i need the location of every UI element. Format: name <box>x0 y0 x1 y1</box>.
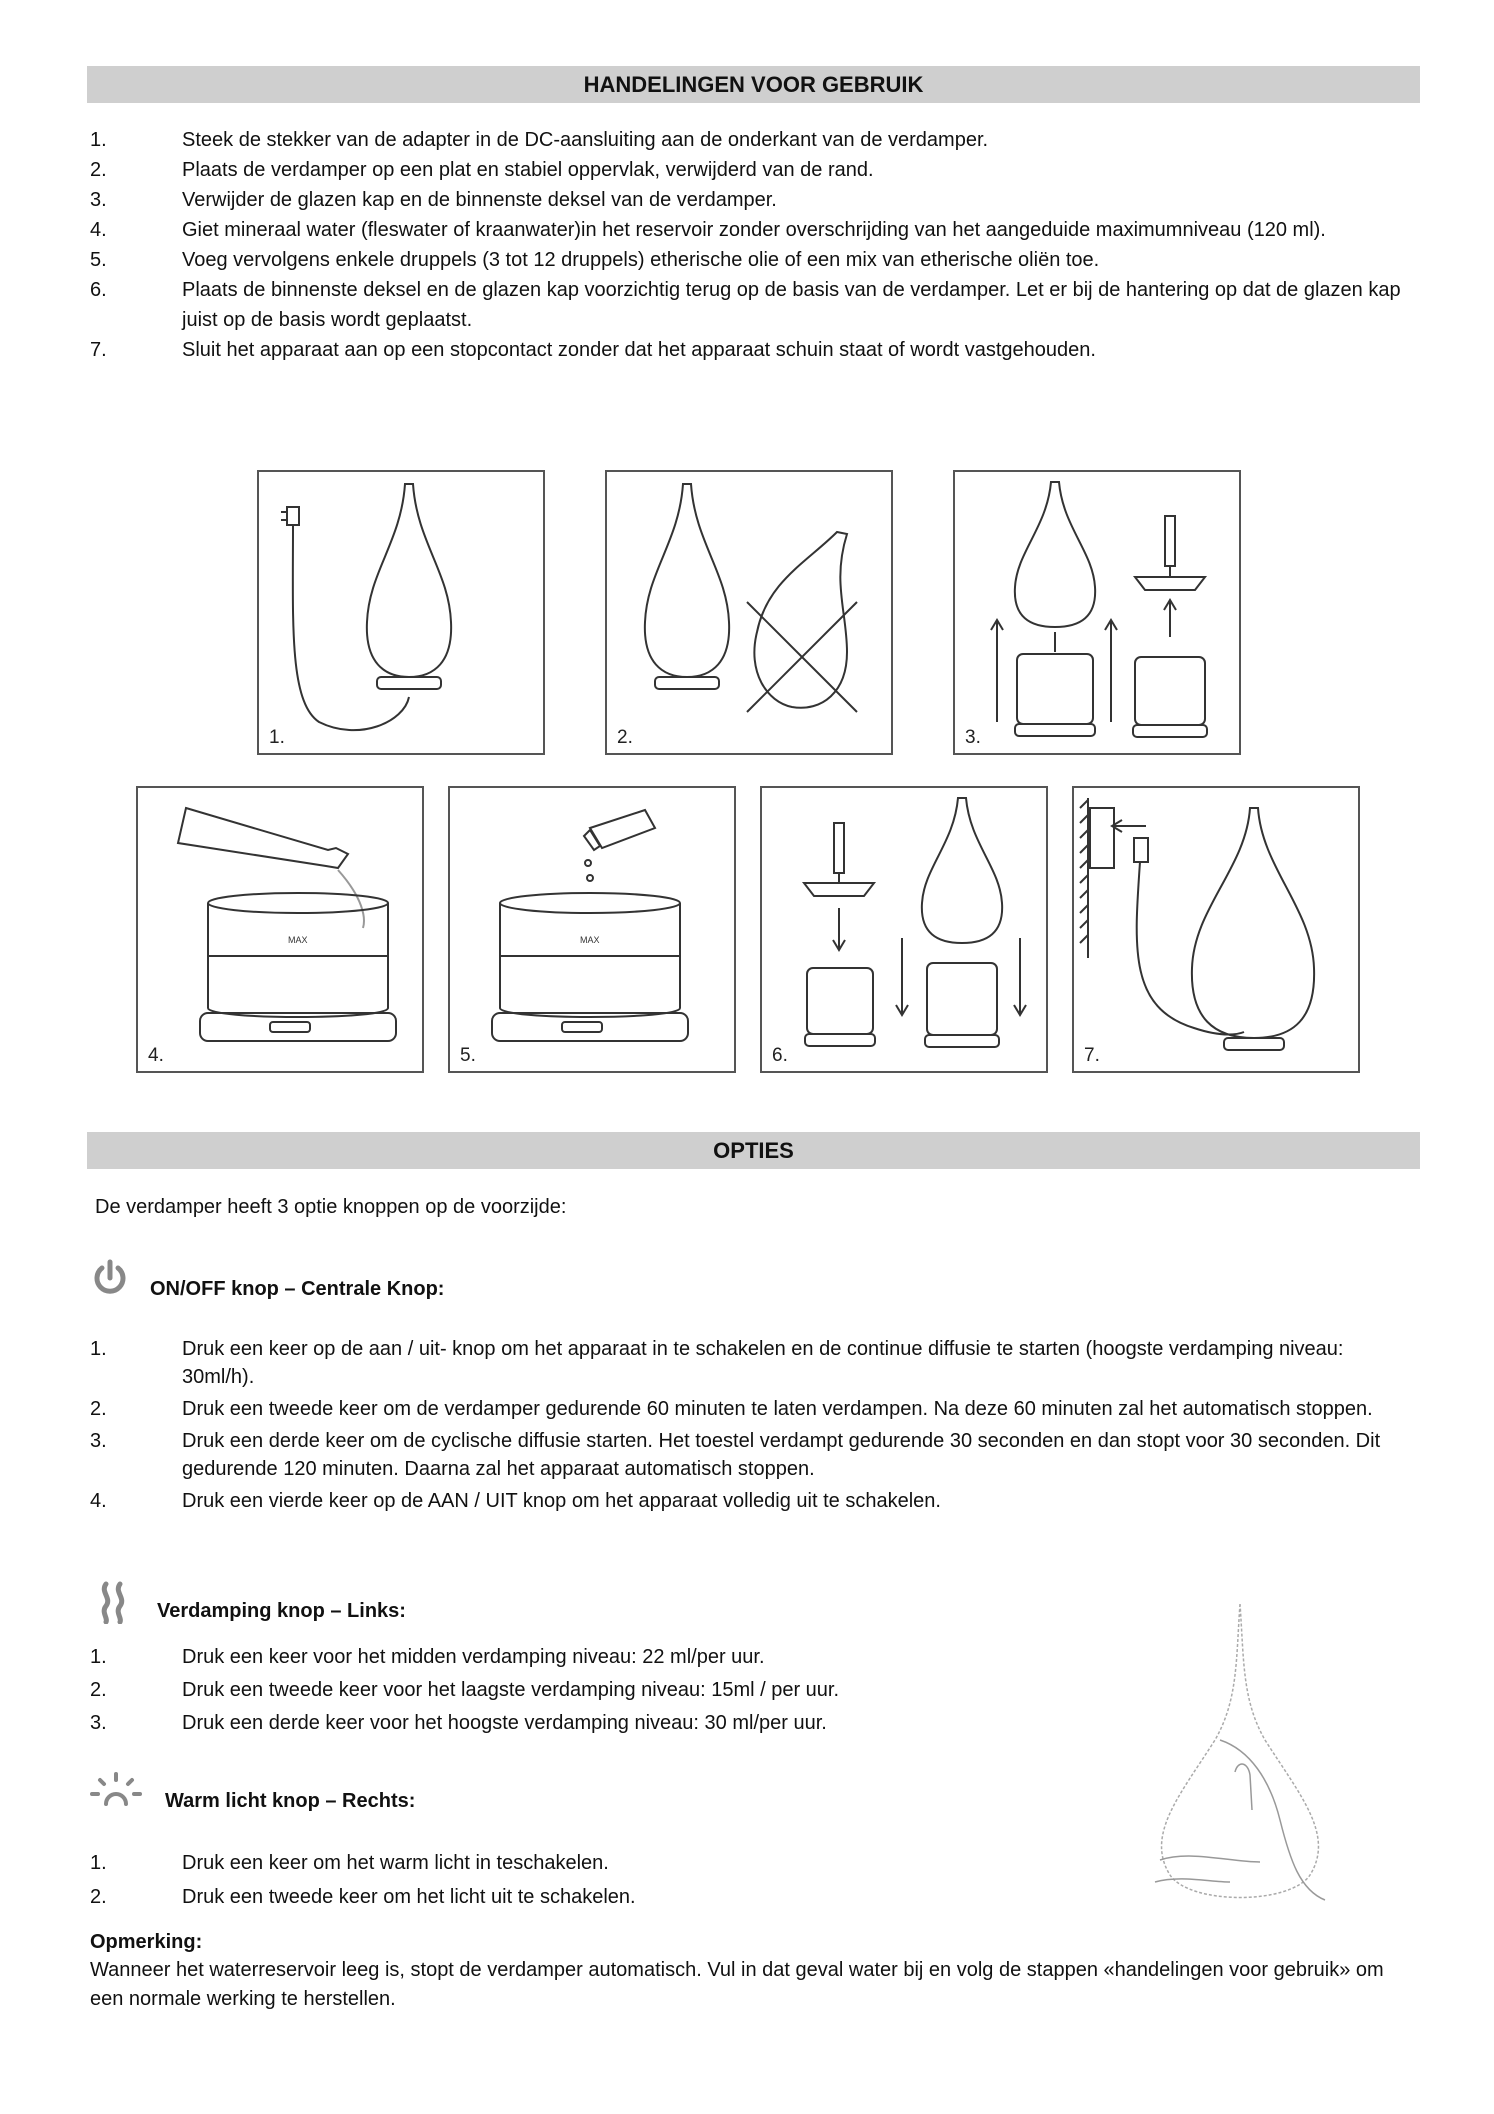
note-heading: Opmerking: <box>90 1931 203 1953</box>
max-label: MAX <box>288 935 308 945</box>
figure-step-2 <box>605 470 893 755</box>
list-item: 2. Druk een tweede keer om het licht uit te schakelen. <box>90 1886 636 1908</box>
power-icon <box>90 1258 130 1298</box>
list-item: 7. Sluit het apparaat aan op een stopcontact zonder dat het apparaat schuin staat of wordt vastgehouden. <box>90 339 1096 361</box>
list-item: 3. Druk een derde keer om de cyclische diffusie starten. Het toestel verdampt gedurende 30 seconden en dan stopt voor 30 seconden. Dit gedurende 120 minuten. Daarna zal het apparaat automatisch stoppen. <box>90 1430 1381 1480</box>
note-text: Wanneer het waterreservoir leeg is, stopt de verdamper automatisch. Vul in dat geval water bij en volg de stappen «handelingen voor gebruik» om een normale werking te herstellen. <box>90 1959 1384 2010</box>
remove-cover-illustration <box>955 472 1241 755</box>
figure-label: 6. <box>772 1045 788 1066</box>
figure-step-6 <box>760 786 1048 1073</box>
figure-step-3 <box>953 470 1241 755</box>
figure-label: 3. <box>965 727 981 748</box>
wall-socket-illustration <box>1074 788 1360 1073</box>
figure-step-5 <box>448 786 736 1073</box>
diffuser-plug-illustration <box>259 472 545 755</box>
replace-cover-illustration <box>762 788 1048 1073</box>
figure-label: 5. <box>460 1045 476 1066</box>
figure-step-1 <box>257 470 545 755</box>
figure-label: 7. <box>1084 1045 1100 1066</box>
list-item: 2. Druk een tweede keer om de verdamper gedurende 60 minuten te laten verdampen. Na deze 60 minuten zal het automatisch stoppen. <box>90 1398 1373 1420</box>
list-item: 1. Druk een keer op de aan / uit- knop om het apparaat in te schakelen en de continue diffusie te starten (hoogste verdamping niveau: 30ml/h). <box>90 1338 1344 1388</box>
figure-step-4 <box>136 786 424 1073</box>
list-item: 2. Druk een tweede keer voor het laagste verdamping niveau: 15ml / per uur. <box>90 1679 840 1701</box>
mist-icon <box>98 1580 138 1624</box>
light-heading: Warm licht knop – Rechts: <box>165 1790 416 1812</box>
figure-label: 2. <box>617 727 633 748</box>
list-item: 4. Druk een vierde keer op de AAN / UIT knop om het apparaat volledig uit te schakelen. <box>90 1490 941 1512</box>
list-item: 2. Plaats de verdamper op een plat en stabiel oppervlak, verwijderd van de rand. <box>90 159 874 181</box>
onoff-steps-list <box>90 1335 1420 1515</box>
list-item: 1. Druk een keer om het warm licht in teschakelen. <box>90 1852 609 1874</box>
light-icon <box>90 1770 142 1810</box>
list-item: 1. Steek de stekker van de adapter in de DC-aansluiting aan de onderkant van de verdamper. <box>90 129 989 151</box>
options-intro: De verdamper heeft 3 optie knoppen op de voorzijde: <box>95 1196 567 1218</box>
figure-label: 4. <box>148 1045 164 1066</box>
list-item: 4. Giet mineraal water (fleswater of kraanwater)in het reservoir zonder overschrijding van het aangeduide maximumniveau (120 ml). <box>90 219 1326 241</box>
onoff-heading: ON/OFF knop – Centrale Knop: <box>150 1278 445 1300</box>
list-item: 6. Plaats de binnenste deksel en de glazen kap voorzichtig terug op de basis van de verdamper. Let er bij de hantering op dat de glazen kap juist op de basis wordt geplaatst. <box>90 279 1401 331</box>
add-oil-illustration <box>450 788 736 1073</box>
diffuser-placement-illustration <box>607 472 893 755</box>
list-item: 3. Druk een derde keer voor het hoogste verdamping niveau: 30 ml/per uur. <box>90 1712 827 1734</box>
pour-water-illustration <box>138 788 424 1073</box>
mist-heading: Verdamping knop – Links: <box>157 1600 406 1622</box>
section-title-handelingen: HANDELINGEN VOOR GEBRUIK <box>87 66 1420 103</box>
figure-step-7 <box>1072 786 1360 1073</box>
list-item: 3. Verwijder de glazen kap en de binnenste deksel van de verdamper. <box>90 189 777 211</box>
steps-list <box>90 125 1420 365</box>
list-item: 5. Voeg vervolgens enkele druppels (3 tot 12 druppels) etherische olie of een mix van etherische oliën toe. <box>90 249 1100 271</box>
section-title-opties: OPTIES <box>87 1132 1420 1169</box>
hand-touch-illustration <box>1120 1600 1360 1910</box>
list-item: 1. Druk een keer voor het midden verdamping niveau: 22 ml/per uur. <box>90 1646 765 1668</box>
max-label: MAX <box>580 935 600 945</box>
figure-label: 1. <box>269 727 285 748</box>
